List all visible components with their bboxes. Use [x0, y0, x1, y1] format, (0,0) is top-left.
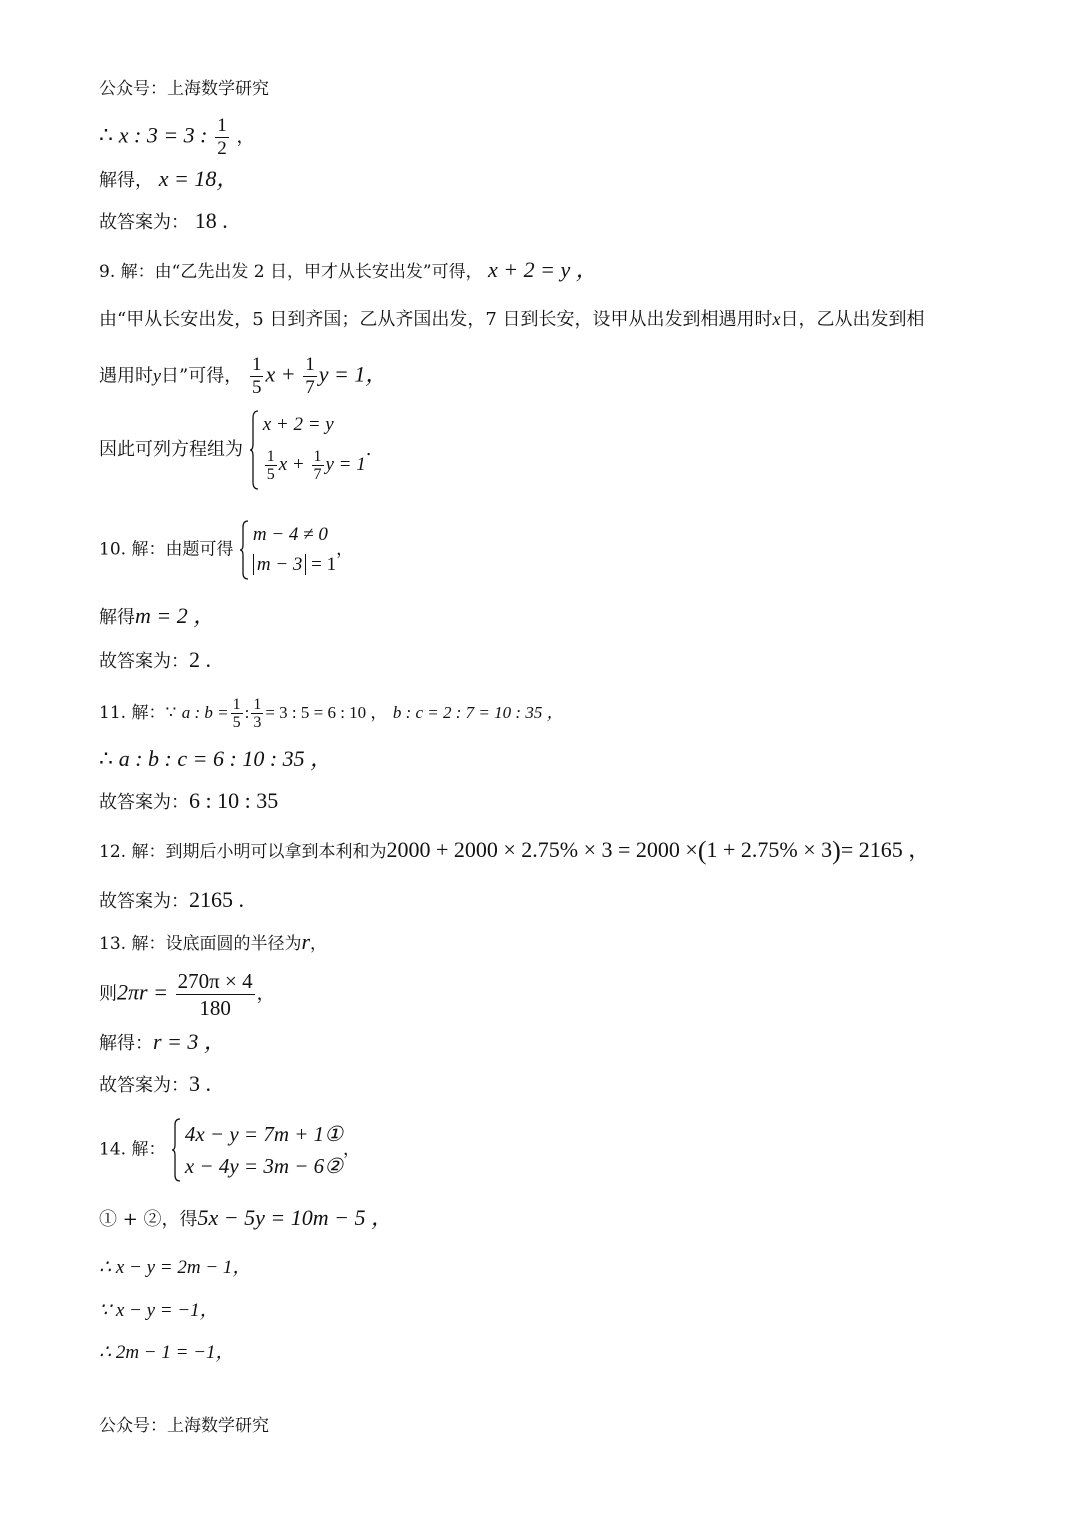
q9-line-2	[99, 307, 925, 332]
var-y: y	[153, 365, 161, 386]
text: 12. 解：到期后小明可以拿到本利和为	[99, 842, 387, 862]
q13-line-2	[99, 968, 275, 1021]
q11-line-1	[99, 696, 564, 731]
text: 解得，	[99, 170, 153, 191]
math: 3 .	[189, 1071, 211, 1096]
q14-line-4: ∵ x − y = −1，	[99, 1300, 219, 1321]
colon: :	[244, 703, 250, 722]
ratio-expr: x : 3 = 3 :	[118, 122, 208, 148]
left-brace-icon	[239, 520, 249, 580]
left-brace-icon	[249, 410, 259, 490]
because-symbol: ∵	[165, 703, 177, 722]
q14-line-1	[99, 1118, 360, 1182]
fraction-num: 1	[305, 354, 315, 375]
q13-line-4	[99, 1072, 211, 1098]
math: x = 18，	[158, 166, 239, 191]
line-answer-18	[99, 209, 228, 235]
equation-row-1: x + 2 = y	[262, 414, 334, 435]
text: 故答案为：	[99, 212, 189, 233]
comma: ，	[336, 539, 354, 560]
paren: (	[697, 836, 707, 865]
q12-line-1	[99, 838, 930, 864]
fraction-one-seventh	[312, 448, 324, 483]
fraction-one-third: $\frac{1}{3}$	[253, 696, 262, 731]
text: 日，乙从出发到相	[780, 309, 925, 330]
math: 5x − 5y = 10m − 5 ，	[197, 1205, 393, 1230]
page-header: 公众号：上海数学研究	[99, 79, 269, 99]
equation-row-2	[253, 550, 336, 580]
fraction-den: 2	[217, 138, 227, 159]
fraction-den: 5	[232, 714, 241, 731]
line-ratio	[99, 115, 254, 160]
math: = 2165 ，	[840, 837, 931, 862]
fraction-den: 5	[266, 466, 275, 484]
fraction-one-fifth	[231, 696, 243, 731]
fraction-num: 1	[313, 448, 322, 466]
equation-row-2	[263, 440, 366, 490]
math: y = 1，	[318, 361, 388, 387]
comma: ，	[256, 983, 275, 1005]
text: 14. 解：	[99, 1139, 166, 1160]
line-end: ，	[236, 126, 255, 148]
period: .	[365, 439, 372, 460]
q9-line-1	[99, 258, 598, 284]
math: = 3 : 5 = 6 : 10 ，	[265, 703, 388, 722]
q12-line-2	[99, 888, 244, 914]
fraction-den: 7	[305, 377, 315, 398]
text: 则	[99, 983, 117, 1005]
comma: ，	[310, 934, 328, 954]
fraction-num: 1	[251, 354, 262, 375]
q14-line-5: ∴ 2m − 1 = −1，	[99, 1342, 235, 1363]
fraction-one-fifth	[250, 354, 264, 399]
text: 9. 解：由“乙先出发 2 日，甲才从长安出发”可得，	[99, 262, 483, 282]
q14-line-2	[99, 1206, 393, 1232]
equation-system	[249, 410, 366, 490]
equation-row-2: x − 4y = 3m − 6②	[184, 1154, 344, 1178]
text: 故答案为：	[99, 651, 189, 672]
q13-line-3	[99, 1030, 226, 1056]
comma: ，	[343, 1139, 361, 1160]
fraction-num: 270π × 4	[177, 969, 253, 993]
fraction-num: 1	[232, 696, 241, 713]
math: a : b : c = 6 : 10 : 35 ，	[118, 746, 333, 771]
page-footer: 公众号：上海数学研究	[99, 1416, 269, 1436]
q10-line-1	[99, 520, 353, 580]
therefore-symbol: ∴	[99, 746, 113, 771]
math: 2 .	[189, 647, 211, 672]
left-brace-icon	[171, 1118, 181, 1182]
fraction-den: 180	[199, 996, 231, 1020]
math: x + 2 = y ，	[488, 257, 598, 282]
line-solve-x	[99, 167, 238, 193]
equation-system	[171, 1118, 343, 1182]
math: x +	[278, 454, 305, 475]
math: m = 2 ，	[135, 603, 216, 628]
text: 遇用时	[99, 365, 153, 387]
fraction-den: 7	[313, 466, 322, 484]
math: 1 + 2.75% × 3	[706, 837, 833, 862]
text: 11. 解：	[99, 703, 166, 723]
math: 18 .	[194, 208, 228, 233]
equation-row-1: 4x − y = 7m + 1①	[184, 1122, 344, 1146]
math: 6 : 10 : 35	[189, 788, 279, 813]
text: 故答案为：	[99, 1075, 189, 1096]
fraction-den: 5	[251, 377, 262, 398]
q14-line-3: ∴ x − y = 2m − 1，	[99, 1257, 252, 1278]
text: 13. 解：设底面圆的半径为	[99, 934, 302, 954]
math: r = 3 ，	[153, 1029, 226, 1054]
text: 日”可得，	[161, 365, 243, 387]
q13-line-1	[99, 930, 327, 956]
text: 故答案为：	[99, 792, 189, 813]
var-x: x	[772, 309, 781, 329]
fraction-num: 1	[266, 448, 275, 466]
fraction-one-fifth	[265, 448, 277, 483]
text: 解得：	[99, 1033, 153, 1054]
text: 因此可列方程组为	[99, 439, 243, 460]
math: = 1	[311, 554, 337, 575]
q10-line-2	[99, 604, 215, 630]
fraction-half	[215, 115, 229, 160]
text: 解得	[99, 607, 135, 628]
q9-line-3	[99, 354, 387, 399]
paren: )	[832, 836, 841, 865]
q10-line-3	[99, 648, 211, 674]
math: y = 1	[325, 454, 366, 475]
math: b : c = 2 : 7 = 10 : 35 ，	[392, 703, 564, 722]
math: 2πr =	[117, 979, 168, 1005]
text: 由“甲从长安出发，5 日到齐国；乙从齐国出发，7 日到长安，设甲从出发到相遇用时	[99, 309, 773, 330]
abs-value: m − 3	[253, 554, 307, 575]
math: a : b =	[181, 703, 229, 722]
q11-line-3	[99, 789, 278, 815]
math: 2000 + 2000 × 2.75% × 3 = 2000 ×	[386, 837, 698, 862]
fraction-num: 1	[217, 115, 227, 136]
math: 2165 .	[189, 887, 244, 912]
equation-row-1: m − 4 ≠ 0	[252, 524, 328, 545]
therefore-symbol: ∴	[99, 122, 113, 148]
text: ① + ②，得	[99, 1209, 198, 1230]
fraction-one-seventh	[303, 354, 317, 399]
q9-line-4	[99, 410, 372, 490]
math: x +	[265, 361, 296, 387]
var-r: r	[301, 929, 311, 954]
equation-system	[239, 520, 336, 580]
q11-line-2	[99, 747, 332, 773]
fraction-arc	[176, 968, 255, 1021]
text: 10. 解：由题可得	[99, 539, 234, 560]
text: 故答案为：	[99, 891, 189, 912]
